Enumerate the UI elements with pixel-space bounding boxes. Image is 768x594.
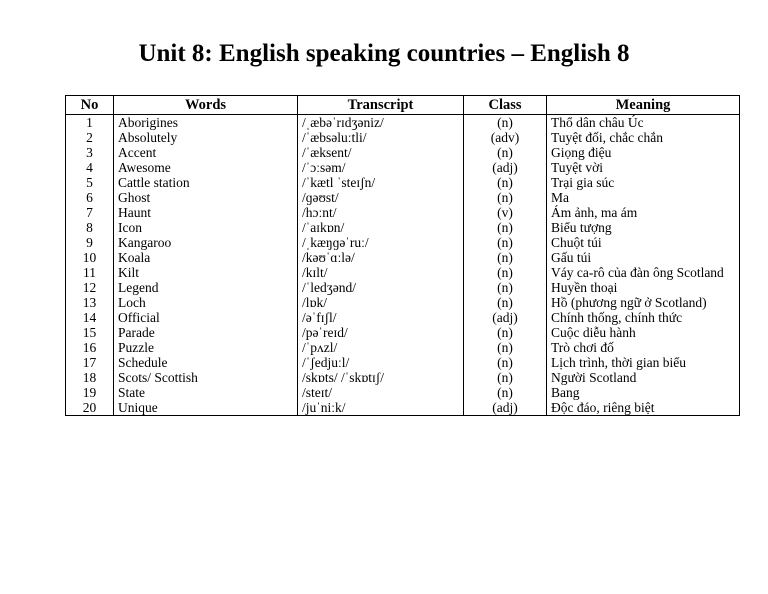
cell-word: Kangaroo: [114, 235, 298, 250]
cell-word: Haunt: [114, 205, 298, 220]
cell-no: 8: [66, 220, 114, 235]
cell-word: Scots/ Scottish: [114, 370, 298, 385]
cell-transcript: /kɪlt/: [298, 265, 464, 280]
header-class: Class: [464, 96, 547, 115]
cell-transcript: /pəˈreɪd/: [298, 325, 464, 340]
cell-transcript: /hɔːnt/: [298, 205, 464, 220]
table-row: [66, 220, 740, 235]
cell-no: 10: [66, 250, 114, 265]
cell-class: (n): [464, 250, 547, 265]
table-row: [66, 250, 740, 265]
table-row: [66, 370, 740, 385]
cell-meaning: Cuộc diễu hành: [547, 325, 740, 340]
cell-no: 18: [66, 370, 114, 385]
cell-no: 19: [66, 385, 114, 400]
cell-meaning: Váy ca-rô của đàn ông Scotland: [547, 265, 740, 280]
cell-word: Aborigines: [114, 115, 298, 131]
table-row: [66, 295, 740, 310]
header-no: No: [66, 96, 114, 115]
table-row: [66, 130, 740, 145]
cell-class: (n): [464, 325, 547, 340]
cell-class: (adv): [464, 130, 547, 145]
cell-class: (n): [464, 235, 547, 250]
vocabulary-table: [65, 95, 740, 416]
cell-meaning: Giọng điệu: [547, 145, 740, 160]
cell-no: 4: [66, 160, 114, 175]
cell-class: (v): [464, 205, 547, 220]
cell-no: 17: [66, 355, 114, 370]
page-title: Unit 8: English speaking countries – English 8: [138, 40, 630, 67]
cell-class: (n): [464, 190, 547, 205]
cell-class: (n): [464, 115, 547, 131]
cell-class: (adj): [464, 160, 547, 175]
header-meaning: Meaning: [547, 96, 740, 115]
cell-word: Loch: [114, 295, 298, 310]
cell-transcript: /steɪt/: [298, 385, 464, 400]
cell-class: (n): [464, 385, 547, 400]
cell-no: 3: [66, 145, 114, 160]
cell-word: Absolutely: [114, 130, 298, 145]
cell-class: (n): [464, 355, 547, 370]
table-row: [66, 340, 740, 355]
cell-meaning: Trò chơi đố: [547, 340, 740, 355]
cell-transcript: /ˈæbsəluːtli/: [298, 130, 464, 145]
cell-word: Accent: [114, 145, 298, 160]
cell-class: (n): [464, 280, 547, 295]
cell-meaning: Tuyệt đối, chắc chắn: [547, 130, 740, 145]
table-row: [66, 310, 740, 325]
cell-transcript: /ˈpʌzl/: [298, 340, 464, 355]
table-row: [66, 280, 740, 295]
cell-no: 11: [66, 265, 114, 280]
cell-transcript: /ˈæksent/: [298, 145, 464, 160]
cell-no: 20: [66, 400, 114, 416]
table-row: [66, 355, 740, 370]
cell-transcript: /ˈɔːsəm/: [298, 160, 464, 175]
cell-no: 6: [66, 190, 114, 205]
cell-word: Schedule: [114, 355, 298, 370]
cell-meaning: Gấu túi: [547, 250, 740, 265]
cell-no: 13: [66, 295, 114, 310]
cell-class: (n): [464, 370, 547, 385]
cell-transcript: /ˌæbəˈrɪdʒəniz/: [298, 115, 464, 131]
cell-meaning: Tuyệt vời: [547, 160, 740, 175]
table-header-row: [66, 96, 740, 115]
cell-meaning: Thổ dân châu Úc: [547, 115, 740, 131]
cell-transcript: /ˈkætl ˈsteɪʃn/: [298, 175, 464, 190]
cell-no: 5: [66, 175, 114, 190]
cell-no: 2: [66, 130, 114, 145]
table-row: [66, 205, 740, 220]
table-row: [66, 235, 740, 250]
cell-meaning: Lịch trình, thời gian biểu: [547, 355, 740, 370]
cell-meaning: Người Scotland: [547, 370, 740, 385]
table-row: [66, 190, 740, 205]
cell-meaning: Độc đáo, riêng biệt: [547, 400, 740, 416]
cell-word: Kilt: [114, 265, 298, 280]
table-row: [66, 145, 740, 160]
cell-meaning: Ma: [547, 190, 740, 205]
cell-class: (adj): [464, 400, 547, 416]
cell-no: 9: [66, 235, 114, 250]
cell-no: 1: [66, 115, 114, 131]
cell-word: Icon: [114, 220, 298, 235]
cell-transcript: /lɒk/: [298, 295, 464, 310]
cell-no: 15: [66, 325, 114, 340]
cell-no: 7: [66, 205, 114, 220]
header-transcript: Transcript: [298, 96, 464, 115]
cell-class: (n): [464, 145, 547, 160]
table-row: [66, 115, 740, 131]
cell-transcript: /kəʊˈɑːlə/: [298, 250, 464, 265]
cell-class: (n): [464, 175, 547, 190]
cell-class: (adj): [464, 310, 547, 325]
cell-word: Legend: [114, 280, 298, 295]
table-row: [66, 160, 740, 175]
cell-no: 16: [66, 340, 114, 355]
cell-word: Unique: [114, 400, 298, 416]
cell-word: Awesome: [114, 160, 298, 175]
cell-no: 14: [66, 310, 114, 325]
cell-meaning: Biểu tượng: [547, 220, 740, 235]
cell-meaning: Bang: [547, 385, 740, 400]
cell-transcript: /ˈledʒənd/: [298, 280, 464, 295]
cell-class: (n): [464, 340, 547, 355]
cell-transcript: /ˈʃedjuːl/: [298, 355, 464, 370]
cell-meaning: Chính thống, chính thức: [547, 310, 740, 325]
cell-word: Koala: [114, 250, 298, 265]
cell-meaning: Huyền thoại: [547, 280, 740, 295]
cell-no: 12: [66, 280, 114, 295]
cell-transcript: /ˌkæŋɡəˈruː/: [298, 235, 464, 250]
cell-word: Ghost: [114, 190, 298, 205]
cell-word: Cattle station: [114, 175, 298, 190]
cell-word: State: [114, 385, 298, 400]
cell-class: (n): [464, 220, 547, 235]
table-row: [66, 385, 740, 400]
cell-word: Parade: [114, 325, 298, 340]
header-words: Words: [114, 96, 298, 115]
cell-transcript: /juˈniːk/: [298, 400, 464, 416]
cell-meaning: Ám ảnh, ma ám: [547, 205, 740, 220]
table-row: [66, 400, 740, 416]
cell-meaning: Hồ (phương ngữ ở Scotland): [547, 295, 740, 310]
cell-class: (n): [464, 295, 547, 310]
table-row: [66, 325, 740, 340]
cell-meaning: Trại gia súc: [547, 175, 740, 190]
table-body: [66, 115, 740, 416]
cell-transcript: /əˈfɪʃl/: [298, 310, 464, 325]
cell-word: Puzzle: [114, 340, 298, 355]
cell-meaning: Chuột túi: [547, 235, 740, 250]
cell-transcript: /ˈaɪkɒn/: [298, 220, 464, 235]
cell-word: Official: [114, 310, 298, 325]
table-row: [66, 265, 740, 280]
cell-transcript: /ɡəʊst/: [298, 190, 464, 205]
cell-transcript: /skɒts/ /ˈskɒtɪʃ/: [298, 370, 464, 385]
cell-class: (n): [464, 265, 547, 280]
table-row: [66, 175, 740, 190]
